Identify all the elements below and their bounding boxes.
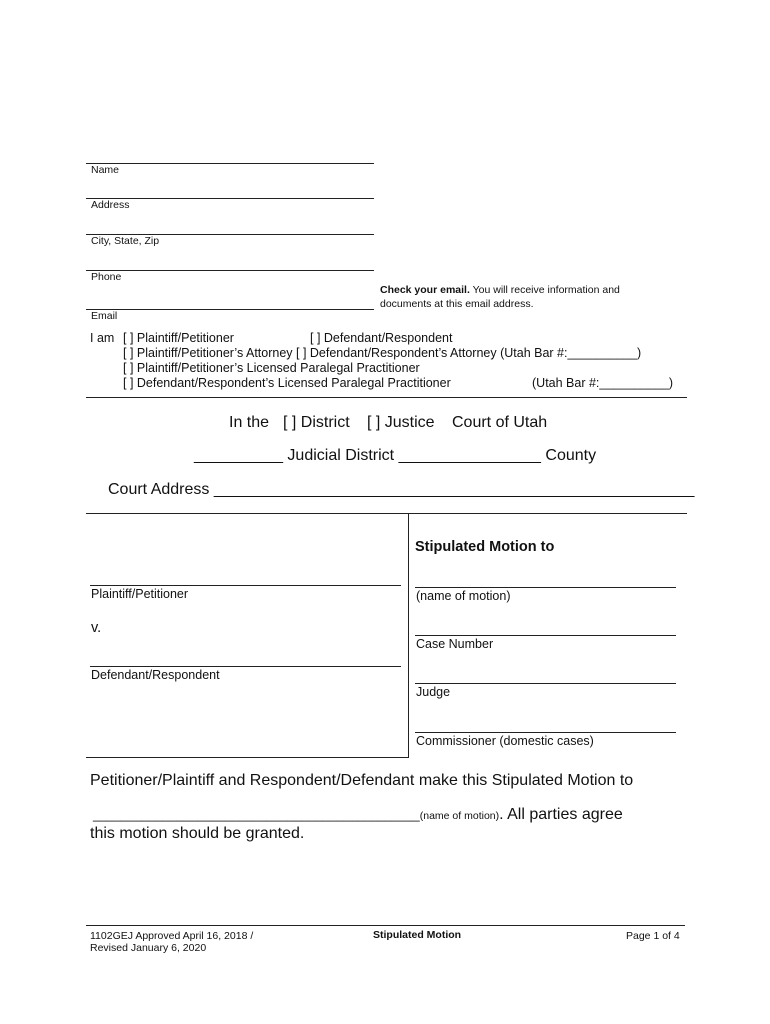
address-label: Address <box>91 199 130 211</box>
versus-label: v. <box>91 620 102 636</box>
email-note-line2: documents at this email address. <box>380 297 534 310</box>
judicial-district-county-line[interactable]: __________ Judicial District ________________ County <box>194 447 597 464</box>
court-in-the: In the <box>229 414 270 431</box>
commissioner-line[interactable] <box>415 732 676 733</box>
iam-divider <box>86 397 687 398</box>
commissioner-label: Commissioner (domestic cases) <box>416 734 594 748</box>
judge-label: Judge <box>416 685 451 699</box>
motion-paragraph-line1: Petitioner/Plaintiff and Respondent/Defendant make this Stipulated Motion to <box>90 772 634 789</box>
footer-title: Stipulated Motion <box>373 929 462 941</box>
court-of-utah: Court of Utah <box>452 414 548 431</box>
iam-defendant-paralegal-checkbox[interactable]: [ ] Defendant/Respondent’s Licensed Paralegal Practitioner <box>123 376 451 390</box>
motion-paragraph-agree: . All parties agree <box>499 806 623 823</box>
email-line[interactable] <box>86 309 374 310</box>
plaintiff-label: Plaintiff/Petitioner <box>91 587 189 601</box>
name-line[interactable] <box>86 163 374 164</box>
name-label: Name <box>91 164 120 176</box>
email-note <box>380 284 680 311</box>
iam-plaintiff-paralegal-checkbox[interactable]: [ ] Plaintiff/Petitioner’s Licensed Paralegal Practitioner <box>123 361 420 375</box>
district-court-checkbox[interactable]: [ ] District <box>283 414 350 431</box>
iam-defendant-checkbox[interactable]: [ ] Defendant/Respondent <box>310 331 453 345</box>
city-state-zip-label: City, State, Zip <box>91 235 160 247</box>
defendant-label: Defendant/Respondent <box>91 668 220 682</box>
motion-paragraph-line3: this motion should be granted. <box>90 825 305 842</box>
plaintiff-name-line[interactable] <box>90 585 401 586</box>
footer-rule <box>86 925 685 926</box>
caption-vertical-divider <box>408 513 409 757</box>
caption-top-border <box>86 513 687 514</box>
motion-paragraph-line2 <box>93 806 623 824</box>
motion-name-blank[interactable]: _______________________________________________ <box>93 808 420 822</box>
motion-title: Stipulated Motion to <box>415 539 555 555</box>
page-number: Page 1 of 4 <box>626 930 680 942</box>
motion-name-label: (name of motion) <box>416 589 511 603</box>
utah-bar-number-field[interactable]: (Utah Bar #:__________) <box>532 376 674 390</box>
case-number-line[interactable] <box>415 635 676 636</box>
caption-bottom-left-border <box>86 757 409 758</box>
email-note-bold: Check your email. <box>380 284 470 296</box>
iam-attorney-row[interactable]: [ ] Plaintiff/Petitioner’s Attorney [ ] Defendant/Respondent’s Attorney (Utah Bar #:__________) <box>123 346 642 360</box>
form-id-line2: Revised January 6, 2020 <box>90 942 207 954</box>
phone-line[interactable] <box>86 270 374 271</box>
form-id <box>90 930 253 954</box>
court-address-line[interactable]: Court Address ______________________________________________________ <box>108 481 695 498</box>
case-number-label: Case Number <box>416 637 494 651</box>
iam-plaintiff-checkbox[interactable]: [ ] Plaintiff/Petitioner <box>123 331 234 345</box>
motion-name-hint: (name of motion) <box>419 810 500 822</box>
form-id-line1: 1102GEJ Approved April 16, 2018 / <box>90 930 254 942</box>
defendant-name-line[interactable] <box>90 666 401 667</box>
motion-name-line[interactable] <box>415 587 676 588</box>
iam-prefix: I am <box>90 331 115 345</box>
email-label: Email <box>91 310 118 322</box>
email-note-line1: You will receive information and <box>469 284 620 296</box>
judge-line[interactable] <box>415 683 676 684</box>
phone-label: Phone <box>91 271 122 283</box>
justice-court-checkbox[interactable]: [ ] Justice <box>367 414 435 431</box>
